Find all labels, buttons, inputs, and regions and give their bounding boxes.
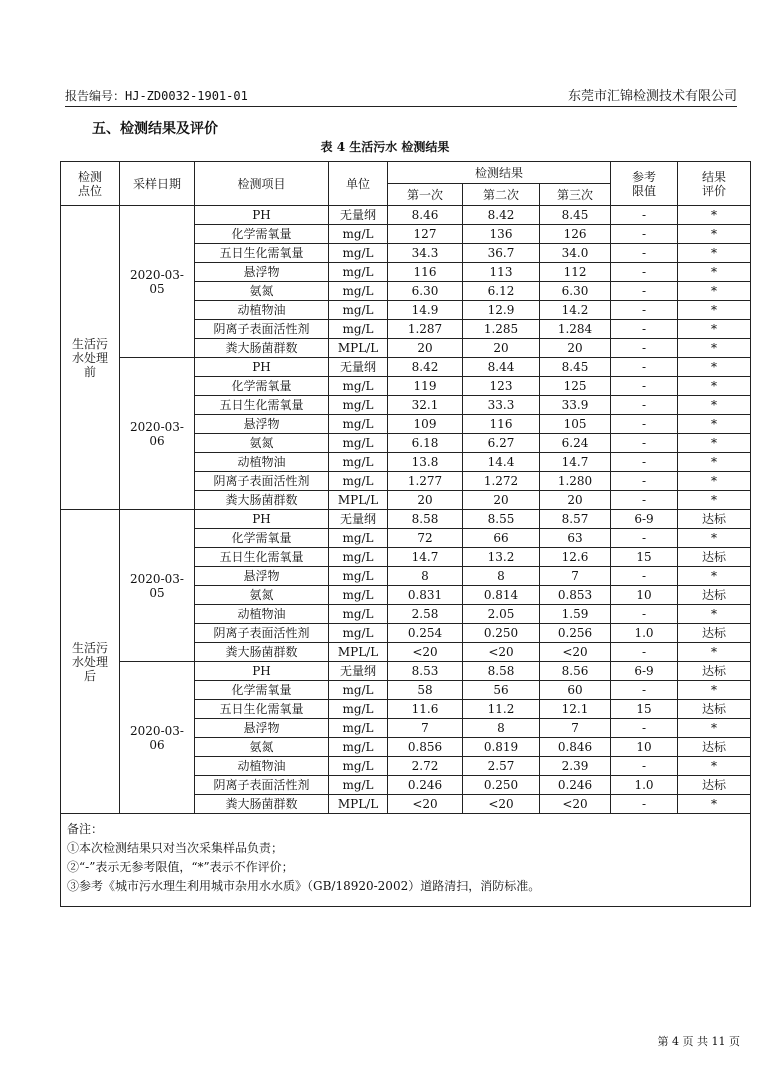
ref-cell: - (611, 244, 678, 263)
r1-cell: 11.6 (388, 700, 463, 719)
r1-cell: 1.287 (388, 320, 463, 339)
unit-cell: mg/L (329, 472, 388, 491)
item-cell: PH (195, 206, 329, 225)
unit-cell: mg/L (329, 586, 388, 605)
r2-cell: 2.57 (463, 757, 540, 776)
r2-cell: <20 (463, 643, 540, 662)
r1-cell: 20 (388, 339, 463, 358)
unit-cell: mg/L (329, 548, 388, 567)
date-cell: 2020-03-06 (120, 358, 195, 510)
eval-cell: * (678, 206, 751, 225)
table-row (61, 662, 751, 681)
r2-cell: 14.4 (463, 453, 540, 472)
unit-cell: mg/L (329, 529, 388, 548)
ref-cell: - (611, 643, 678, 662)
r1-cell: 6.30 (388, 282, 463, 301)
eval-cell: 达标 (678, 776, 751, 795)
r3-cell: <20 (540, 795, 611, 814)
r2-cell: 8.42 (463, 206, 540, 225)
r3-cell: 125 (540, 377, 611, 396)
eval-cell: * (678, 282, 751, 301)
r1-cell: 116 (388, 263, 463, 282)
r3-cell: 1.280 (540, 472, 611, 491)
unit-cell: mg/L (329, 700, 388, 719)
unit-cell: mg/L (329, 396, 388, 415)
col-r2: 第二次 (463, 184, 540, 206)
r2-cell: 33.3 (463, 396, 540, 415)
r1-cell: 8.42 (388, 358, 463, 377)
item-cell: 动植物油 (195, 757, 329, 776)
ref-cell: 10 (611, 586, 678, 605)
r3-cell: 112 (540, 263, 611, 282)
r1-cell: 119 (388, 377, 463, 396)
r1-cell: <20 (388, 795, 463, 814)
r3-cell: 8.57 (540, 510, 611, 529)
col-results: 检测结果 (388, 162, 611, 184)
item-cell: 粪大肠菌群数 (195, 795, 329, 814)
r3-cell: 0.853 (540, 586, 611, 605)
ref-cell: - (611, 795, 678, 814)
unit-cell: mg/L (329, 453, 388, 472)
unit-cell: mg/L (329, 320, 388, 339)
item-cell: 五日生化需氧量 (195, 548, 329, 567)
ref-cell: - (611, 491, 678, 510)
r2-cell: 8 (463, 567, 540, 586)
unit-cell: mg/L (329, 415, 388, 434)
notes-title: 备注： (67, 822, 104, 836)
r1-cell: 72 (388, 529, 463, 548)
r3-cell: 14.7 (540, 453, 611, 472)
col-item: 检测项目 (195, 162, 329, 206)
r3-cell: 126 (540, 225, 611, 244)
ref-cell: 6-9 (611, 510, 678, 529)
eval-cell: 达标 (678, 548, 751, 567)
r2-cell: 8.58 (463, 662, 540, 681)
r2-cell: 66 (463, 529, 540, 548)
item-cell: 五日生化需氧量 (195, 396, 329, 415)
r3-cell: 7 (540, 719, 611, 738)
item-cell: 氨氮 (195, 282, 329, 301)
r3-cell: 8.45 (540, 358, 611, 377)
ref-cell: - (611, 453, 678, 472)
r2-cell: 123 (463, 377, 540, 396)
eval-cell: * (678, 358, 751, 377)
col-date: 采样日期 (120, 162, 195, 206)
r1-cell: 0.856 (388, 738, 463, 757)
r1-cell: 20 (388, 491, 463, 510)
r2-cell: 20 (463, 339, 540, 358)
r2-cell: 12.9 (463, 301, 540, 320)
r3-cell: 60 (540, 681, 611, 700)
ref-cell: - (611, 320, 678, 339)
r1-cell: 1.277 (388, 472, 463, 491)
r1-cell: 7 (388, 719, 463, 738)
r1-cell: 58 (388, 681, 463, 700)
eval-cell: * (678, 434, 751, 453)
r2-cell: 1.285 (463, 320, 540, 339)
page-header (65, 86, 737, 107)
ref-cell: - (611, 339, 678, 358)
eval-cell: * (678, 453, 751, 472)
col-unit: 单位 (329, 162, 388, 206)
item-cell: PH (195, 510, 329, 529)
r3-cell: 6.30 (540, 282, 611, 301)
col-r1: 第一次 (388, 184, 463, 206)
unit-cell: mg/L (329, 434, 388, 453)
ref-cell: - (611, 415, 678, 434)
unit-cell: MPL/L (329, 339, 388, 358)
ref-cell: 15 (611, 548, 678, 567)
item-cell: 阴离子表面活性剂 (195, 472, 329, 491)
r2-cell: 1.272 (463, 472, 540, 491)
item-cell: 化学需氧量 (195, 681, 329, 700)
r3-cell: 2.39 (540, 757, 611, 776)
eval-cell: * (678, 244, 751, 263)
r2-cell: 8.44 (463, 358, 540, 377)
unit-cell: mg/L (329, 301, 388, 320)
item-cell: 化学需氧量 (195, 225, 329, 244)
r2-cell: 8.55 (463, 510, 540, 529)
unit-cell: mg/L (329, 738, 388, 757)
r3-cell: 12.6 (540, 548, 611, 567)
r1-cell: 6.18 (388, 434, 463, 453)
ref-cell: 1.0 (611, 624, 678, 643)
table-row (61, 358, 751, 377)
item-cell: 化学需氧量 (195, 377, 329, 396)
ref-cell: - (611, 301, 678, 320)
eval-cell: 达标 (678, 624, 751, 643)
item-cell: 阴离子表面活性剂 (195, 320, 329, 339)
ref-cell: - (611, 567, 678, 586)
ref-cell: - (611, 263, 678, 282)
r1-cell: 34.3 (388, 244, 463, 263)
r3-cell: 7 (540, 567, 611, 586)
r3-cell: 33.9 (540, 396, 611, 415)
eval-cell: * (678, 681, 751, 700)
table-header (61, 162, 751, 206)
r2-cell: 116 (463, 415, 540, 434)
ref-cell: 15 (611, 700, 678, 719)
unit-cell: mg/L (329, 282, 388, 301)
ref-cell: - (611, 358, 678, 377)
unit-cell: mg/L (329, 681, 388, 700)
item-cell: 氨氮 (195, 738, 329, 757)
r1-cell: 109 (388, 415, 463, 434)
unit-cell: mg/L (329, 757, 388, 776)
unit-cell: 无量纲 (329, 510, 388, 529)
eval-cell: 达标 (678, 738, 751, 757)
item-cell: 动植物油 (195, 301, 329, 320)
ref-cell: 6-9 (611, 662, 678, 681)
r1-cell: 127 (388, 225, 463, 244)
eval-cell: 达标 (678, 700, 751, 719)
ref-cell: - (611, 529, 678, 548)
r2-cell: 6.12 (463, 282, 540, 301)
ref-cell: - (611, 396, 678, 415)
ref-cell: - (611, 225, 678, 244)
item-cell: 阴离子表面活性剂 (195, 776, 329, 795)
r3-cell: 34.0 (540, 244, 611, 263)
r3-cell: 12.1 (540, 700, 611, 719)
r1-cell: 8.46 (388, 206, 463, 225)
r2-cell: <20 (463, 795, 540, 814)
unit-cell: 无量纲 (329, 662, 388, 681)
eval-cell: * (678, 795, 751, 814)
ref-cell: - (611, 681, 678, 700)
r3-cell: 14.2 (540, 301, 611, 320)
r3-cell: 20 (540, 491, 611, 510)
r1-cell: 14.7 (388, 548, 463, 567)
results-table (60, 161, 751, 907)
r3-cell: 0.846 (540, 738, 611, 757)
r3-cell: 0.246 (540, 776, 611, 795)
r2-cell: 0.819 (463, 738, 540, 757)
col-r3: 第三次 (540, 184, 611, 206)
eval-cell: * (678, 605, 751, 624)
note-3: ③参考《城市污水理生利用城市杂用水水质》（GB/18920-2002）道路清扫，消防标准。 (67, 879, 541, 893)
notes-row (61, 814, 751, 907)
r1-cell: 8.53 (388, 662, 463, 681)
eval-cell: 达标 (678, 662, 751, 681)
ref-cell: - (611, 434, 678, 453)
unit-cell: MPL/L (329, 795, 388, 814)
r3-cell: 8.56 (540, 662, 611, 681)
r1-cell: 2.72 (388, 757, 463, 776)
r2-cell: 8 (463, 719, 540, 738)
r1-cell: 2.58 (388, 605, 463, 624)
eval-cell: * (678, 415, 751, 434)
r2-cell: 136 (463, 225, 540, 244)
company-name: 东莞市汇锦检测技术有限公司 (567, 89, 737, 104)
notes (61, 814, 751, 907)
item-cell: 悬浮物 (195, 415, 329, 434)
r2-cell: 11.2 (463, 700, 540, 719)
r2-cell: 0.814 (463, 586, 540, 605)
section-title: 五、检测结果及评价 (92, 121, 218, 137)
item-cell: 粪大肠菌群数 (195, 643, 329, 662)
unit-cell: mg/L (329, 624, 388, 643)
item-cell: 悬浮物 (195, 263, 329, 282)
r2-cell: 36.7 (463, 244, 540, 263)
item-cell: 阴离子表面活性剂 (195, 624, 329, 643)
eval-cell: * (678, 263, 751, 282)
ref-cell: - (611, 605, 678, 624)
item-cell: 悬浮物 (195, 719, 329, 738)
eval-cell: * (678, 529, 751, 548)
unit-cell: mg/L (329, 719, 388, 738)
item-cell: 粪大肠菌群数 (195, 491, 329, 510)
ref-cell: - (611, 757, 678, 776)
r1-cell: 0.254 (388, 624, 463, 643)
r2-cell: 113 (463, 263, 540, 282)
eval-cell: * (678, 643, 751, 662)
eval-cell: * (678, 320, 751, 339)
unit-cell: mg/L (329, 776, 388, 795)
ref-cell: - (611, 472, 678, 491)
table-row (61, 206, 751, 225)
r1-cell: 8.58 (388, 510, 463, 529)
r3-cell: 63 (540, 529, 611, 548)
eval-cell: * (678, 472, 751, 491)
note-2: ②“-”表示无参考限值，“*”表示不作评价； (67, 860, 294, 874)
item-cell: 五日生化需氧量 (195, 700, 329, 719)
r2-cell: 13.2 (463, 548, 540, 567)
item-cell: PH (195, 358, 329, 377)
item-cell: 化学需氧量 (195, 529, 329, 548)
unit-cell: MPL/L (329, 491, 388, 510)
col-point: 检测点位 (61, 162, 120, 206)
table-body (61, 206, 751, 814)
item-cell: PH (195, 662, 329, 681)
r3-cell: 1.59 (540, 605, 611, 624)
unit-cell: mg/L (329, 244, 388, 263)
unit-cell: 无量纲 (329, 206, 388, 225)
item-cell: 粪大肠菌群数 (195, 339, 329, 358)
r3-cell: 105 (540, 415, 611, 434)
r2-cell: 20 (463, 491, 540, 510)
item-cell: 动植物油 (195, 605, 329, 624)
col-ref: 参考限值 (611, 162, 678, 206)
date-cell: 2020-03-06 (120, 662, 195, 814)
unit-cell: mg/L (329, 225, 388, 244)
r2-cell: 0.250 (463, 776, 540, 795)
r3-cell: <20 (540, 643, 611, 662)
col-eval: 结果评价 (678, 162, 751, 206)
r3-cell: 1.284 (540, 320, 611, 339)
eval-cell: * (678, 377, 751, 396)
r1-cell: 8 (388, 567, 463, 586)
eval-cell: * (678, 396, 751, 415)
report-number: 报告编号：HJ-ZD0032-1901-01 (65, 89, 248, 103)
unit-cell: mg/L (329, 605, 388, 624)
r3-cell: 0.256 (540, 624, 611, 643)
r2-cell: 2.05 (463, 605, 540, 624)
ref-cell: - (611, 206, 678, 225)
eval-cell: * (678, 301, 751, 320)
r3-cell: 20 (540, 339, 611, 358)
point-cell: 生活污水处理前 (61, 206, 120, 510)
eval-cell: * (678, 225, 751, 244)
unit-cell: mg/L (329, 377, 388, 396)
ref-cell: 1.0 (611, 776, 678, 795)
ref-cell: 10 (611, 738, 678, 757)
r3-cell: 8.45 (540, 206, 611, 225)
r1-cell: <20 (388, 643, 463, 662)
unit-cell: 无量纲 (329, 358, 388, 377)
date-cell: 2020-03-05 (120, 206, 195, 358)
unit-cell: mg/L (329, 263, 388, 282)
item-cell: 五日生化需氧量 (195, 244, 329, 263)
eval-cell: * (678, 491, 751, 510)
page-footer: 第 4 页 共 11 页 (657, 1035, 740, 1048)
r2-cell: 6.27 (463, 434, 540, 453)
table-caption: 表 4 生活污水 检测结果 (320, 140, 450, 154)
eval-cell: 达标 (678, 586, 751, 605)
note-1: ①本次检测结果只对当次采集样品负责； (67, 841, 284, 855)
eval-cell: * (678, 339, 751, 358)
ref-cell: - (611, 377, 678, 396)
item-cell: 动植物油 (195, 453, 329, 472)
r1-cell: 32.1 (388, 396, 463, 415)
r1-cell: 14.9 (388, 301, 463, 320)
r2-cell: 0.250 (463, 624, 540, 643)
eval-cell: * (678, 757, 751, 776)
eval-cell: * (678, 567, 751, 586)
date-cell: 2020-03-05 (120, 510, 195, 662)
point-cell: 生活污水处理后 (61, 510, 120, 814)
item-cell: 氨氮 (195, 434, 329, 453)
r1-cell: 13.8 (388, 453, 463, 472)
item-cell: 氨氮 (195, 586, 329, 605)
r1-cell: 0.831 (388, 586, 463, 605)
r3-cell: 6.24 (540, 434, 611, 453)
r1-cell: 0.246 (388, 776, 463, 795)
ref-cell: - (611, 719, 678, 738)
ref-cell: - (611, 282, 678, 301)
r2-cell: 56 (463, 681, 540, 700)
unit-cell: MPL/L (329, 643, 388, 662)
eval-cell: 达标 (678, 510, 751, 529)
item-cell: 悬浮物 (195, 567, 329, 586)
unit-cell: mg/L (329, 567, 388, 586)
eval-cell: * (678, 719, 751, 738)
table-row (61, 510, 751, 529)
